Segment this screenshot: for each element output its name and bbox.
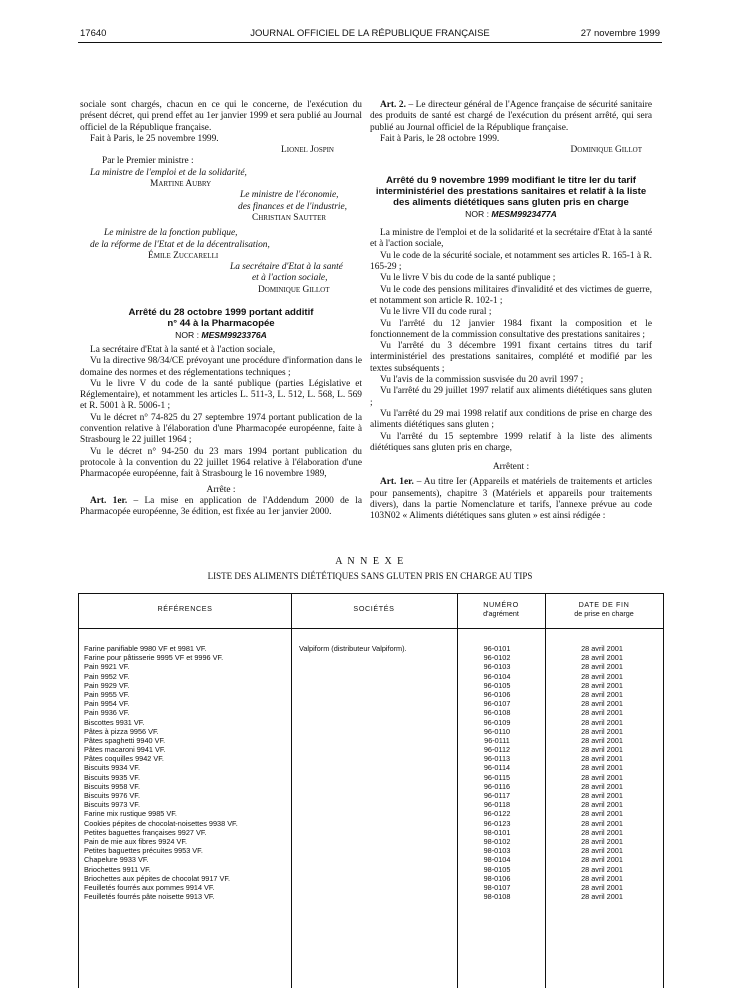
by-pm: Par le Premier ministre : <box>102 156 194 167</box>
visa-r2: Vu le code de la sécurité sociale, et notamment ses articles R. 165-1 à R. 165-29 ; <box>370 250 653 273</box>
header-numero <box>457 601 545 618</box>
table-row <box>79 718 663 727</box>
date-cell: 28 avril 2001 <box>581 855 623 865</box>
page-number: 17640 <box>80 28 107 39</box>
minister4-title-a: La secrétaire d'Etat à la santé <box>230 262 343 273</box>
numero-cell: 96-0107 <box>483 699 511 709</box>
numero-cell: 96-0122 <box>483 809 511 819</box>
date-cell: 28 avril 2001 <box>581 846 623 856</box>
numero-cell: 98-0108 <box>483 892 511 902</box>
numero-cell: 96-0111 <box>484 735 510 745</box>
header-numero-line1: NUMÉRO <box>483 600 519 609</box>
nor-reference-2 <box>370 209 652 220</box>
numero-cell: 96-0115 <box>483 772 511 782</box>
table-row <box>79 855 663 864</box>
minister1-name: Martine Aubry <box>150 179 212 190</box>
numero-cell: 96-0103 <box>483 662 511 672</box>
reference-cell: Farine pour pâtisserie 9995 VF et 9996 VF. <box>84 653 224 663</box>
minister2-name: Christian Sautter <box>252 212 327 223</box>
numero-cell: 98-0103 <box>483 846 511 856</box>
visa-r8: Vu l'avis de la commission susvisée du 20 avril 1997 ; <box>380 375 584 386</box>
journal-title: JOURNAL OFFICIEL DE LA RÉPUBLIQUE FRANÇAISE <box>250 28 490 39</box>
arrete-title-line2: n° 44 à la Pharmacopée <box>167 317 275 329</box>
visa-r3: Vu le livre V bis du code de la santé publique ; <box>380 273 556 284</box>
reference-cell: Farine mix rustique 9985 VF. <box>84 809 177 819</box>
numero-cell: 96-0113 <box>483 754 511 764</box>
nor-label: NOR : <box>175 329 200 340</box>
date-cell: 28 avril 2001 <box>581 800 623 810</box>
table-row <box>79 653 663 662</box>
visa-r6: Vu l'arrêté du 12 janvier 1984 fixant la composition et le fonctionnement de la commission consultative des prestations sanitaires ; <box>370 318 652 340</box>
numero-cell: 98-0105 <box>483 864 511 874</box>
date-cell: 28 avril 2001 <box>581 735 623 745</box>
article-1-right <box>370 477 652 522</box>
numero-cell: 96-0101 <box>483 644 511 653</box>
numero-cell: 98-0106 <box>483 873 511 883</box>
reference-cell: Biscuits 9935 VF. <box>84 772 140 782</box>
numero-cell: 98-0107 <box>483 882 511 892</box>
nor-label-2: NOR : <box>465 208 490 219</box>
table-row <box>79 809 663 818</box>
visa-4: Vu le décret n° 74-825 du 27 septembre 1974 portant publication de la convention relative à l'élaboration d'une Pharmacopée européenne, faite à Strasbourg le 22 juillet 1964 ; <box>80 412 362 446</box>
intro-paragraph: sociale sont chargés, chacun en ce qui le concerne, de l'exécution du présent décret, qui prend effet au 1er janvier 1999 et sera publié au Journal officiel de la République française. <box>80 100 362 133</box>
reference-cell: Briochettes 9911 VF. <box>84 864 151 874</box>
table-row <box>79 782 663 791</box>
table-row <box>79 727 663 736</box>
table-row <box>79 690 663 699</box>
minister4-title-b: et à l'action sociale, <box>252 273 328 284</box>
aliments-table <box>78 593 664 988</box>
date-cell: 28 avril 2001 <box>581 864 623 874</box>
numero-cell: 96-0117 <box>483 791 511 800</box>
numero-cell: 96-0114 <box>483 763 511 773</box>
societe-cell: Valpiform (distributeur Valpiform). <box>299 644 407 653</box>
reference-cell: Biscuits 9934 VF. <box>84 763 140 773</box>
article-2 <box>370 100 652 134</box>
date-cell: 28 avril 2001 <box>581 644 623 653</box>
minister4-name: Dominique Gillot <box>258 284 330 295</box>
annexe-title: A N N E X E <box>335 556 405 567</box>
reference-cell: Pain 9955 VF. <box>84 689 130 699</box>
table-row <box>79 773 663 782</box>
table-row <box>79 736 663 745</box>
reference-cell: Pain 9952 VF. <box>84 671 130 681</box>
date-cell: 28 avril 2001 <box>581 836 623 846</box>
reference-cell: Pâtes spaghetti 9940 VF. <box>84 735 166 745</box>
issue-date: 27 novembre 1999 <box>580 28 660 39</box>
date-cell: 28 avril 2001 <box>581 708 623 718</box>
table-row <box>79 865 663 874</box>
table-row <box>79 699 663 708</box>
visa-r5: Vu le livre VII du code rural ; <box>380 307 492 318</box>
date-cell: 28 avril 2001 <box>581 671 623 681</box>
article-1-label: Art. 1er. <box>90 495 128 506</box>
header-divider <box>79 628 663 629</box>
date-cell: 28 avril 2001 <box>581 662 623 672</box>
signature-gillot: Dominique Gillot <box>570 145 642 156</box>
header-rule <box>78 42 662 43</box>
numero-cell: 96-0106 <box>483 689 511 699</box>
header-date-line1: DATE DE FIN <box>578 600 630 609</box>
reference-cell: Farine panifiable 9980 VF et 9981 VF. <box>84 644 207 653</box>
article-1 <box>80 496 362 519</box>
numero-cell: 96-0116 <box>483 781 511 791</box>
date-cell: 28 avril 2001 <box>581 791 623 800</box>
table-row <box>79 754 663 763</box>
header-societes: SOCIÉTÉS <box>353 604 395 613</box>
date-cell: 28 avril 2001 <box>581 827 623 837</box>
visa-r7: Vu l'arrêté du 3 décembre 1991 fixant certains titres du tarif interministériel des prestations sanitaires, complété et modifié par les textes subséquents ; <box>370 341 652 374</box>
header-date-line2: de prise en charge <box>574 608 634 618</box>
table-row <box>79 800 663 809</box>
done-at-paris: Fait à Paris, le 25 novembre 1999. <box>90 133 219 144</box>
nor-code-2: MESM9923477A <box>491 208 557 219</box>
table-row <box>79 837 663 846</box>
visa-r9: Vu l'arrêté du 29 juillet 1997 relatif aux aliments diététiques sans gluten ; <box>370 386 652 408</box>
date-cell: 28 avril 2001 <box>581 726 623 736</box>
minister2-title-b: des finances et de l'industrie, <box>238 201 348 212</box>
numero-cell: 96-0123 <box>483 818 511 828</box>
article-1-right-text: – Au titre Ier (Appareils et matériels de traitements et articles pour pansements), chapitre 3 (Matériels et appareils pour traitements divers), dans la partie Nomenclature et tarifs, l'annexe prévue au code 103N02 « Aliments diététiques sans gluten » est ainsi rédigée : <box>370 477 652 522</box>
article-2-label: Art. 2. <box>380 100 406 110</box>
date-cell: 28 avril 2001 <box>581 818 623 828</box>
numero-cell: 96-0112 <box>483 745 511 755</box>
table-row <box>79 892 663 901</box>
visa-r4: Vu le code des pensions militaires d'invalidité et des victimes de guerre, et notamment son article R. 102-1 ; <box>370 284 652 306</box>
article-1-right-label: Art. 1er. <box>380 477 414 488</box>
date-cell: 28 avril 2001 <box>581 892 623 902</box>
header-date <box>545 601 663 618</box>
table-row <box>79 763 663 772</box>
numero-cell: 96-0104 <box>483 671 511 681</box>
reference-cell: Petites baguettes précuites 9953 VF. <box>84 846 203 856</box>
reference-cell: Pâtes macaroni 9941 VF. <box>84 745 166 755</box>
table-row <box>79 745 663 754</box>
done-at-paris-2: Fait à Paris, le 28 octobre 1999. <box>380 133 500 144</box>
visa-r10: Vu l'arrêté du 29 mai 1998 relatif aux conditions de prise en charge des aliments diététiques sans gluten ; <box>370 408 652 431</box>
table-row <box>79 644 663 653</box>
date-cell: 28 avril 2001 <box>581 680 623 690</box>
table-row <box>79 828 663 837</box>
nor-code: MESM9923376A <box>201 329 267 340</box>
date-cell: 28 avril 2001 <box>581 873 623 883</box>
date-cell: 28 avril 2001 <box>581 781 623 791</box>
right-column <box>370 100 652 523</box>
arrete-word: Arrête : <box>206 484 236 495</box>
table-body <box>79 644 663 901</box>
reference-cell: Pâtes coquilles 9942 VF. <box>84 754 164 764</box>
article-1-text: – La mise en application de l'Addendum 2000 de la Pharmacopée européenne, 3e édition, est fixée au 1er janvier 2000. <box>80 495 363 518</box>
numero-cell: 96-0105 <box>483 680 511 690</box>
arrete-title-line1: Arrêté du 28 octobre 1999 portant additif <box>128 307 314 319</box>
date-cell: 28 avril 2001 <box>581 763 623 773</box>
numero-cell: 98-0102 <box>483 836 511 846</box>
article-2-text: – Le directeur général de l'Agence française de sécurité sanitaire des produits de santé est chargé de l'exécution du présent arrêté, qui sera publié au Journal officiel de la République française. <box>370 100 652 133</box>
visa-5: Vu le décret n° 94-250 du 23 mars 1994 portant publication du protocole à la convention du 22 juillet 1964 relative à l'élaboration d'une Pharmacopée européenne, fait à Strasbourg le 16 novembre 1989, <box>80 446 362 480</box>
date-cell: 28 avril 2001 <box>581 653 623 663</box>
numero-cell: 98-0101 <box>483 827 511 837</box>
visa-2: Vu la directive 98/34/CE prévoyant une procédure d'information dans le domaine des normes et des réglementations techniques ; <box>80 356 362 378</box>
table-row <box>79 708 663 717</box>
date-cell: 28 avril 2001 <box>581 809 623 819</box>
minister3-name: Émile Zuccarelli <box>148 250 219 261</box>
reference-cell: Biscuits 9973 VF. <box>84 800 140 810</box>
table-row <box>79 883 663 892</box>
table-row <box>79 791 663 800</box>
reference-cell: Cookies pépites de chocolat-noisettes 9938 VF. <box>84 818 238 828</box>
numero-cell: 96-0118 <box>483 800 511 810</box>
reference-cell: Pâtes à pizza 9956 VF. <box>84 726 159 736</box>
reference-cell: Biscottes 9931 VF. <box>84 717 145 727</box>
table-row <box>79 819 663 828</box>
left-column <box>80 100 362 518</box>
minister2-title-a: Le ministre de l'économie, <box>240 190 339 201</box>
arrete2-title: Arrêté du 9 novembre 1999 modifiant le titre Ier du tarif interministériel des prestations sanitaires et relatif à la liste des aliments diététiques sans gluten pris en charge <box>375 175 647 209</box>
numero-cell: 96-0102 <box>483 653 511 663</box>
visa-3: Vu le livre V du code de la santé publique (parties Législative et Réglementaire), et notamment les articles L. 511-3, L. 512, L. 568, L. 569 et R. 5001 à R. 5006-1 ; <box>80 378 362 412</box>
reference-cell: Feuilletés fourrés pâte noisette 9913 VF. <box>84 892 215 902</box>
arretent-word: Arrêtent : <box>492 462 530 473</box>
nor-reference <box>80 330 362 341</box>
numero-cell: 96-0108 <box>483 708 511 718</box>
reference-cell: Pain 9929 VF. <box>84 680 130 690</box>
numero-cell: 98-0104 <box>483 855 511 865</box>
table-row <box>79 662 663 671</box>
reference-cell: Pain 9936 VF. <box>84 708 130 718</box>
signature-pm: Lionel Jospin <box>281 145 334 156</box>
date-cell: 28 avril 2001 <box>581 717 623 727</box>
reference-cell: Biscuits 9958 VF. <box>84 781 140 791</box>
table-row <box>79 681 663 690</box>
table-row <box>79 672 663 681</box>
reference-cell: Feuilletés fourrés aux pommes 9914 VF. <box>84 882 215 892</box>
header-numero-line2: d'agrément <box>483 608 519 618</box>
annexe-subtitle: LISTE DES ALIMENTS DIÉTÉTIQUES SANS GLUTEN PRIS EN CHARGE AU TIPS <box>207 571 533 581</box>
visa-1: La secrétaire d'Etat à la santé et à l'action sociale, <box>90 344 276 355</box>
reference-cell: Briochettes aux pépites de chocolat 9917 VF. <box>84 873 231 883</box>
minister3-title-a: Le ministre de la fonction publique, <box>104 228 238 239</box>
date-cell: 28 avril 2001 <box>581 689 623 699</box>
reference-cell: Pain 9921 VF. <box>84 662 130 672</box>
reference-cell: Petites baguettes françaises 9927 VF. <box>84 827 207 837</box>
minister1-title: La ministre de l'emploi et de la solidarité, <box>90 167 247 178</box>
numero-cell: 96-0109 <box>483 717 511 727</box>
table-row <box>79 846 663 855</box>
reference-cell: Chapelure 9933 VF. <box>84 855 149 865</box>
reference-cell: Biscuits 9976 VF. <box>84 791 140 800</box>
header-references: RÉFÉRENCES <box>157 604 213 613</box>
reference-cell: Pain 9954 VF. <box>84 699 130 709</box>
minister3-title-b: de la réforme de l'Etat et de la décentralisation, <box>90 239 270 250</box>
date-cell: 28 avril 2001 <box>581 699 623 709</box>
date-cell: 28 avril 2001 <box>581 772 623 782</box>
visa-r11: Vu l'arrêté du 15 septembre 1999 relatif à la liste des aliments diététiques sans gluten pris en charge, <box>370 431 652 453</box>
numero-cell: 96-0110 <box>483 726 511 736</box>
date-cell: 28 avril 2001 <box>581 754 623 764</box>
reference-cell: Pain de mie aux fibres 9924 VF. <box>84 836 188 846</box>
table-row <box>79 874 663 883</box>
date-cell: 28 avril 2001 <box>581 882 623 892</box>
visa-r1: La ministre de l'emploi et de la solidarité et la secrétaire d'Etat à la santé et à l'action sociale, <box>370 228 652 250</box>
date-cell: 28 avril 2001 <box>581 745 623 755</box>
